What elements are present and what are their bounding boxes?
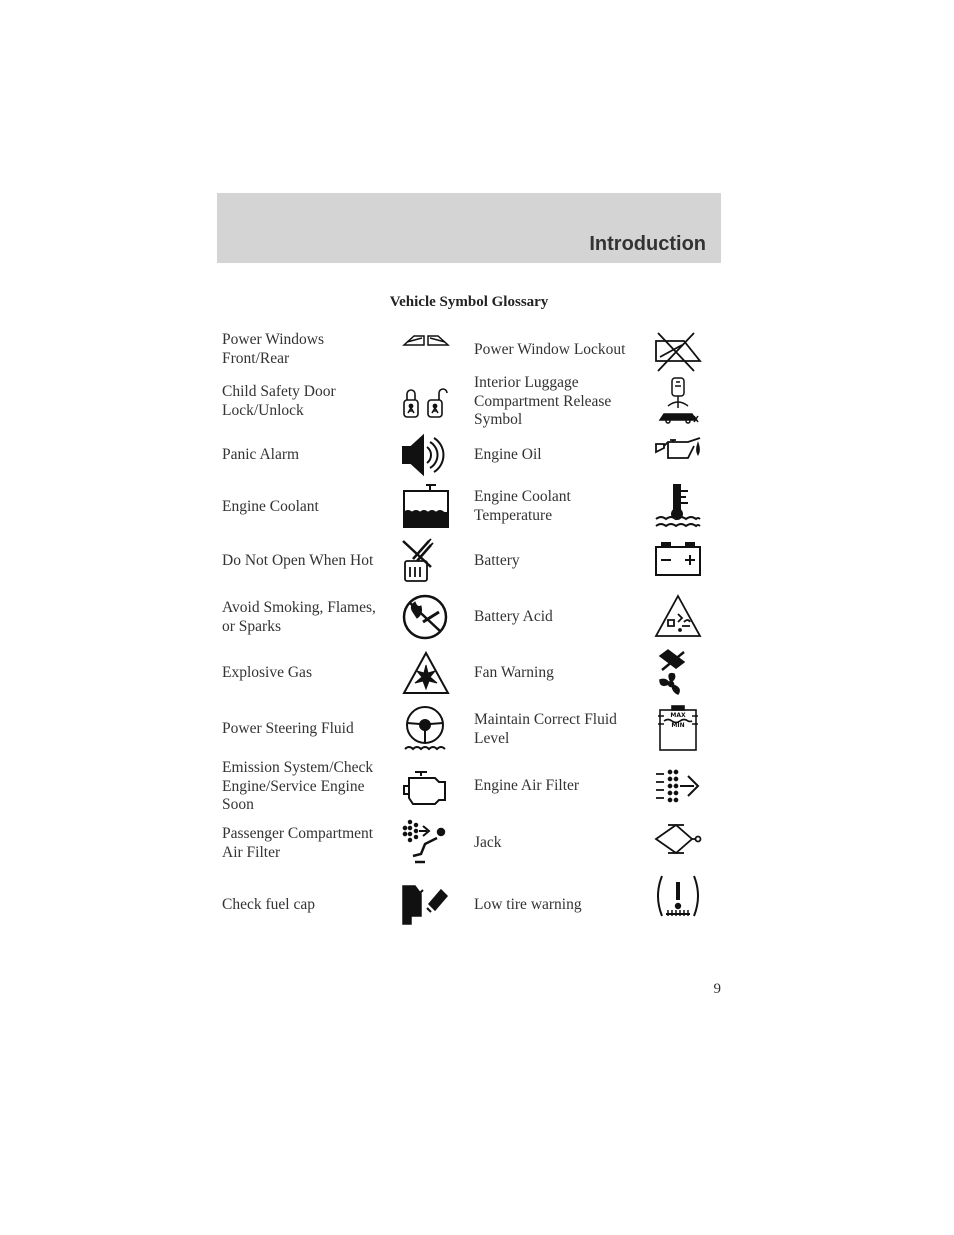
section-title: Introduction bbox=[589, 233, 706, 255]
label-power-windows: Power Windows Front/Rear bbox=[222, 331, 324, 367]
label-fan-warning: Fan Warning bbox=[474, 664, 554, 681]
child-safety-lock-icon bbox=[401, 380, 449, 430]
label-jack: Jack bbox=[474, 834, 502, 851]
header-band bbox=[217, 193, 721, 263]
label-interior-luggage: Interior Luggage Compartment Release Symbol bbox=[474, 374, 612, 428]
no-smoking-icon bbox=[401, 592, 449, 642]
power-window-lockout-icon bbox=[654, 327, 702, 377]
label-battery-acid: Battery Acid bbox=[474, 608, 553, 625]
cabin-air-filter-icon bbox=[401, 816, 449, 866]
jack-icon bbox=[654, 819, 702, 869]
page-number: 9 bbox=[713, 981, 721, 997]
fan-warning-icon bbox=[654, 648, 702, 698]
fluid-max-label: MAX bbox=[670, 712, 686, 719]
fluid-min-label: MIN bbox=[671, 722, 685, 729]
do-not-open-hot-icon bbox=[401, 537, 449, 587]
label-check-fuel-cap: Check fuel cap bbox=[222, 896, 315, 913]
label-battery: Battery bbox=[474, 552, 520, 569]
label-do-not-open-hot: Do Not Open When Hot bbox=[222, 552, 374, 569]
check-engine-icon bbox=[401, 764, 449, 814]
low-tire-icon bbox=[654, 872, 702, 922]
fluid-level-icon bbox=[654, 704, 702, 754]
label-emission-system: Emission System/Check Engine/Service Engine Soon bbox=[222, 759, 374, 813]
explosive-gas-icon bbox=[402, 649, 450, 699]
speaker-icon bbox=[401, 430, 449, 480]
oil-can-icon bbox=[654, 432, 702, 482]
label-avoid-smoking: Avoid Smoking, Flames, or Sparks bbox=[222, 599, 376, 635]
label-power-window-lockout: Power Window Lockout bbox=[474, 341, 626, 358]
battery-acid-icon bbox=[654, 592, 702, 642]
label-explosive-gas: Explosive Gas bbox=[222, 664, 312, 681]
label-low-tire: Low tire warning bbox=[474, 896, 582, 913]
label-power-steering: Power Steering Fluid bbox=[222, 720, 354, 737]
air-filter-icon bbox=[654, 764, 702, 814]
steering-wheel-icon bbox=[401, 703, 449, 753]
label-engine-oil: Engine Oil bbox=[474, 446, 542, 463]
label-fluid-level: Maintain Correct Fluid Level bbox=[474, 711, 617, 747]
trunk-release-icon bbox=[654, 376, 702, 426]
label-passenger-air-filter: Passenger Compartment Air Filter bbox=[222, 825, 374, 861]
power-windows-icon bbox=[402, 327, 450, 377]
label-child-safety-door: Child Safety Door Lock/Unlock bbox=[222, 383, 336, 419]
coolant-reservoir-icon bbox=[402, 483, 450, 533]
label-panic-alarm: Panic Alarm bbox=[222, 446, 300, 463]
label-engine-air-filter: Engine Air Filter bbox=[474, 777, 580, 794]
label-engine-coolant: Engine Coolant bbox=[222, 498, 319, 515]
fuel-cap-icon bbox=[401, 882, 449, 932]
glossary-title: Vehicle Symbol Glossary bbox=[389, 294, 549, 310]
battery-icon bbox=[654, 539, 702, 589]
coolant-temperature-icon bbox=[654, 483, 702, 533]
label-engine-coolant-temp: Engine Coolant Temperature bbox=[474, 488, 571, 524]
